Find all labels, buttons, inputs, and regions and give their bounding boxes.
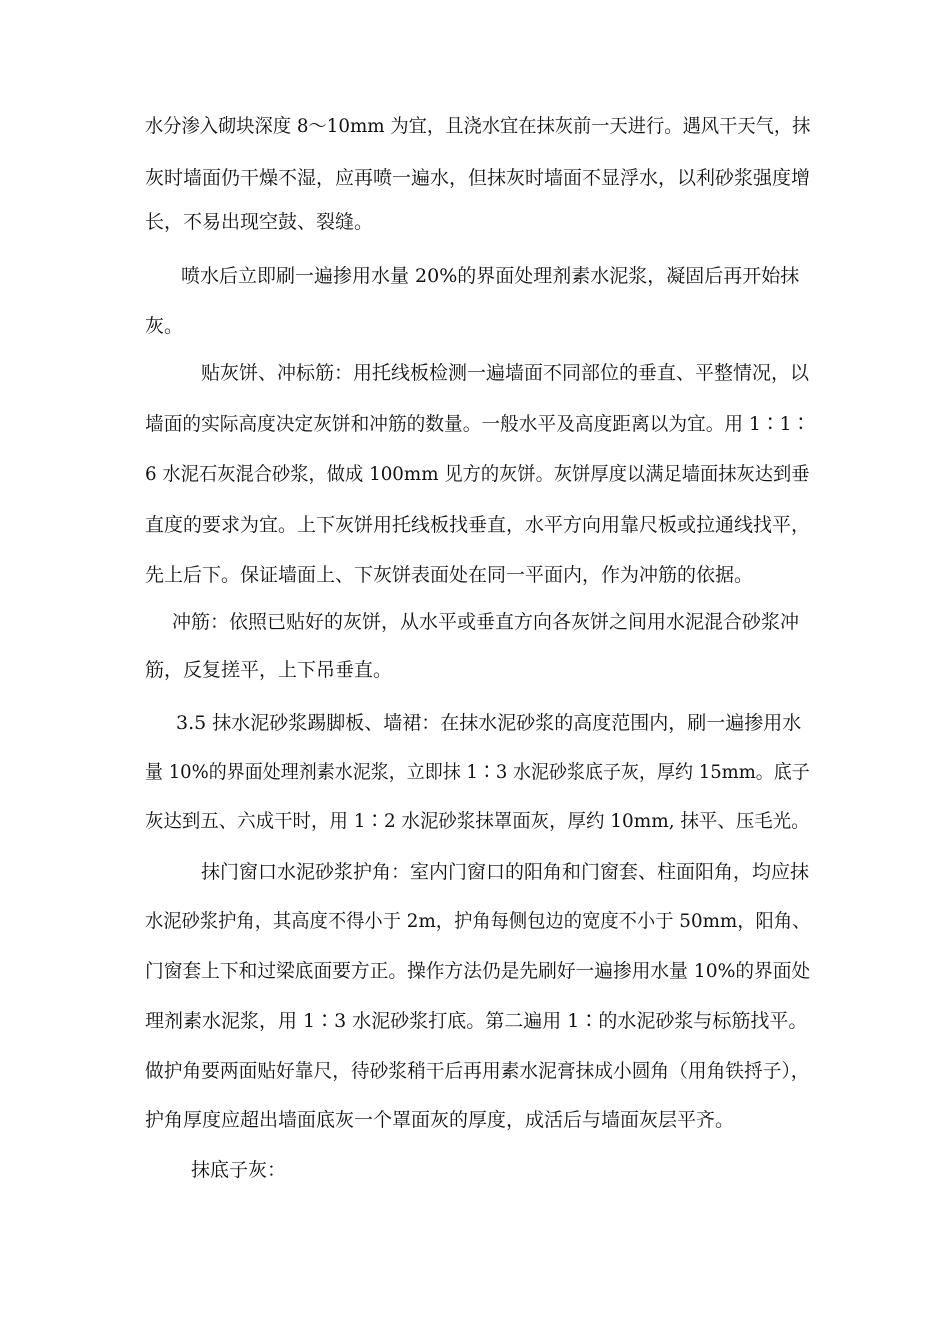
text-line-11: 冲筋：依照已贴好的灰饼，从水平或垂直方向各灰饼之间用水泥混合砂浆冲 — [172, 611, 800, 633]
text-line-8: 6 水泥石灰混合砂浆，做成 100mm 见方的灰饼。灰饼厚度以满足墙面抹灰达到垂 — [145, 463, 810, 485]
text-line-1: 水分渗入砌块深度 8～10mm 为宜，且浇水宜在抹灰前一天进行。遇风干天气，抹 — [145, 115, 811, 137]
text-line-17: 水泥砂浆护角，其高度不得小于 2m，护角每侧包边的宽度不小于 50mm，阳角、 — [145, 910, 811, 932]
text-line-3: 长，不易出现空鼓、裂缝。 — [145, 211, 374, 233]
text-line-15: 灰达到五、六成干时，用 1∶2 水泥砂浆抹罩面灰，厚约 10mm, 抹平、压毛光。 — [145, 810, 810, 832]
text-line-16: 抹门窗口水泥砂浆护角：室内门窗口的阳角和门窗套、柱面阳角，均应抹 — [201, 861, 810, 883]
text-line-9: 直度的要求为宜。上下灰饼用托线板找垂直，水平方向用靠尺板或拉通线找平， — [145, 514, 811, 536]
text-line-6: 贴灰饼、冲标筋：用托线板检测一遍墙面不同部位的垂直、平整情况，以 — [201, 362, 810, 384]
text-line-18: 门窗套上下和过梁底面要方正。操作方法仍是先刷好一遍掺用水量 10%的界面处 — [145, 960, 811, 982]
text-line-14: 量 10%的界面处理剂素水泥浆，立即抹 1∶3 水泥砂浆底子灰，厚约 15mm。底子 — [145, 761, 810, 783]
text-line-10: 先上后下。保证墙面上、下灰饼表面处在同一平面内，作为冲筋的依据。 — [145, 564, 754, 586]
text-line-4: 喷水后立即刷一遍掺用水量 20%的界面处理剂素水泥浆，凝固后再开始抹 — [181, 265, 800, 287]
text-line-2: 灰时墙面仍干燥不湿，应再喷一遍水，但抹灰时墙面不显浮水，以利砂浆强度增 — [145, 167, 811, 189]
text-line-5: 灰。 — [145, 315, 184, 337]
text-line-21: 护角厚度应超出墙面底灰一个罩面灰的厚度，成活后与墙面灰层平齐。 — [145, 1109, 735, 1131]
text-line-12: 筋，反复搓平，上下吊垂直。 — [145, 659, 393, 681]
text-line-20: 做护角要两面贴好靠尺，待砂浆稍干后再用素水泥膏抹成小圆角（用角铁捋子）， — [145, 1060, 810, 1082]
text-line-13: 3.5 抹水泥砂浆踢脚板、墙裙：在抹水泥砂浆的高度范围内，刷一遍掺用水 — [176, 712, 802, 734]
text-line-7: 墙面的实际高度决定灰饼和冲筋的数量。一般水平及高度距离以为宜。用 1∶1∶ — [145, 413, 811, 435]
text-line-19: 理剂素水泥浆，用 1∶3 水泥砂浆打底。第二遍用 1∶的水泥砂浆与标筋找平。 — [145, 1010, 808, 1032]
text-line-22: 抹底子灰： — [191, 1159, 287, 1181]
